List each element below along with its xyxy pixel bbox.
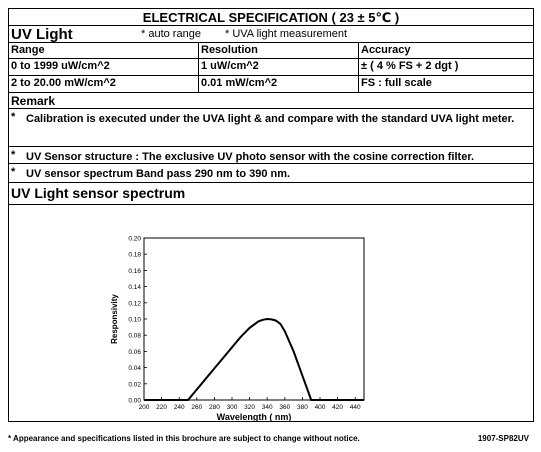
header-resolution: Resolution: [199, 43, 359, 58]
spec-sheet: [8, 8, 534, 422]
bullet-star: *: [11, 111, 16, 123]
remark-text: Calibration is executed under the UVA light & and compare with the standard UVA light meter.: [26, 113, 515, 125]
header-accuracy: Accuracy: [361, 44, 411, 56]
x-tick-label: 400: [314, 404, 326, 411]
responsivity-line: [144, 319, 364, 400]
y-tick-label: 0.04: [128, 365, 141, 373]
x-tick-label: 320: [244, 404, 256, 411]
spectrum-chart: [9, 205, 535, 423]
x-tick-label: 360: [279, 404, 291, 411]
y-tick-label: 0.08: [128, 332, 141, 340]
remark-text: UV sensor spectrum Band pass 290 nm to 390 nm.: [26, 168, 291, 180]
disclaimer-note: * Appearance and specifications listed in this brochure are subject to change without notice.: [8, 434, 360, 443]
y-tick-label: 0.10: [128, 316, 141, 324]
y-tick-label: 0.00: [128, 397, 141, 405]
uv-light-heading: UV Light: [11, 26, 73, 43]
document-code: 1907-SP82UV: [477, 434, 529, 443]
x-tick-label: 240: [173, 404, 185, 411]
remark-item: [9, 109, 533, 147]
y-tick-label: 0.20: [128, 235, 141, 243]
y-tick-label: 0.12: [128, 300, 141, 308]
remark-item: [9, 164, 533, 183]
remark-heading: Remark: [9, 93, 533, 109]
x-tick-label: 260: [191, 404, 203, 411]
auto-range-note: * auto range: [141, 28, 201, 40]
spectrum-chart-area: [9, 205, 535, 423]
x-axis-label: Wavelength ( nm): [216, 412, 292, 422]
x-tick-label: 300: [226, 404, 238, 411]
x-tick-label: 200: [138, 404, 150, 411]
y-tick-label: 0.16: [128, 267, 141, 275]
table-header-row: [9, 43, 533, 59]
header-range: Range: [9, 43, 199, 58]
y-tick-label: 0.14: [128, 284, 141, 292]
x-tick-label: 420: [332, 404, 344, 411]
spec-title: ELECTRICAL SPECIFICATION ( 23 ± 5℃ ): [9, 9, 533, 26]
x-tick-label: 440: [349, 404, 361, 411]
bullet-star: *: [11, 149, 16, 161]
y-tick-label: 0.02: [128, 381, 141, 389]
x-tick-label: 280: [208, 404, 220, 411]
resolution-cell: 0.01 mW/cm^2: [199, 76, 359, 92]
plot-frame: [144, 238, 364, 400]
uv-light-header: [9, 26, 533, 43]
x-tick-label: 220: [156, 404, 168, 411]
remark-item: [9, 147, 533, 164]
x-tick-label: 380: [296, 404, 308, 411]
accuracy-cell: FS : full scale: [361, 77, 432, 89]
remark-text: UV Sensor structure : The exclusive UV photo sensor with the cosine correction filter.: [26, 151, 475, 163]
y-axis-label: Responsivity: [110, 294, 119, 344]
range-cell: 0 to 1999 uW/cm^2: [9, 59, 199, 75]
bullet-star: *: [11, 166, 16, 178]
y-tick-label: 0.18: [128, 251, 141, 259]
x-tick-label: 340: [261, 404, 273, 411]
table-row: [9, 76, 533, 93]
table-row: [9, 59, 533, 76]
range-cell: 2 to 20.00 mW/cm^2: [9, 76, 199, 92]
accuracy-cell: ± ( 4 % FS + 2 dgt ): [361, 60, 459, 72]
resolution-cell: 1 uW/cm^2: [199, 59, 359, 75]
spectrum-heading: UV Light sensor spectrum: [9, 183, 533, 205]
y-tick-label: 0.06: [128, 348, 141, 356]
uva-measurement-note: * UVA light measurement: [225, 28, 348, 40]
